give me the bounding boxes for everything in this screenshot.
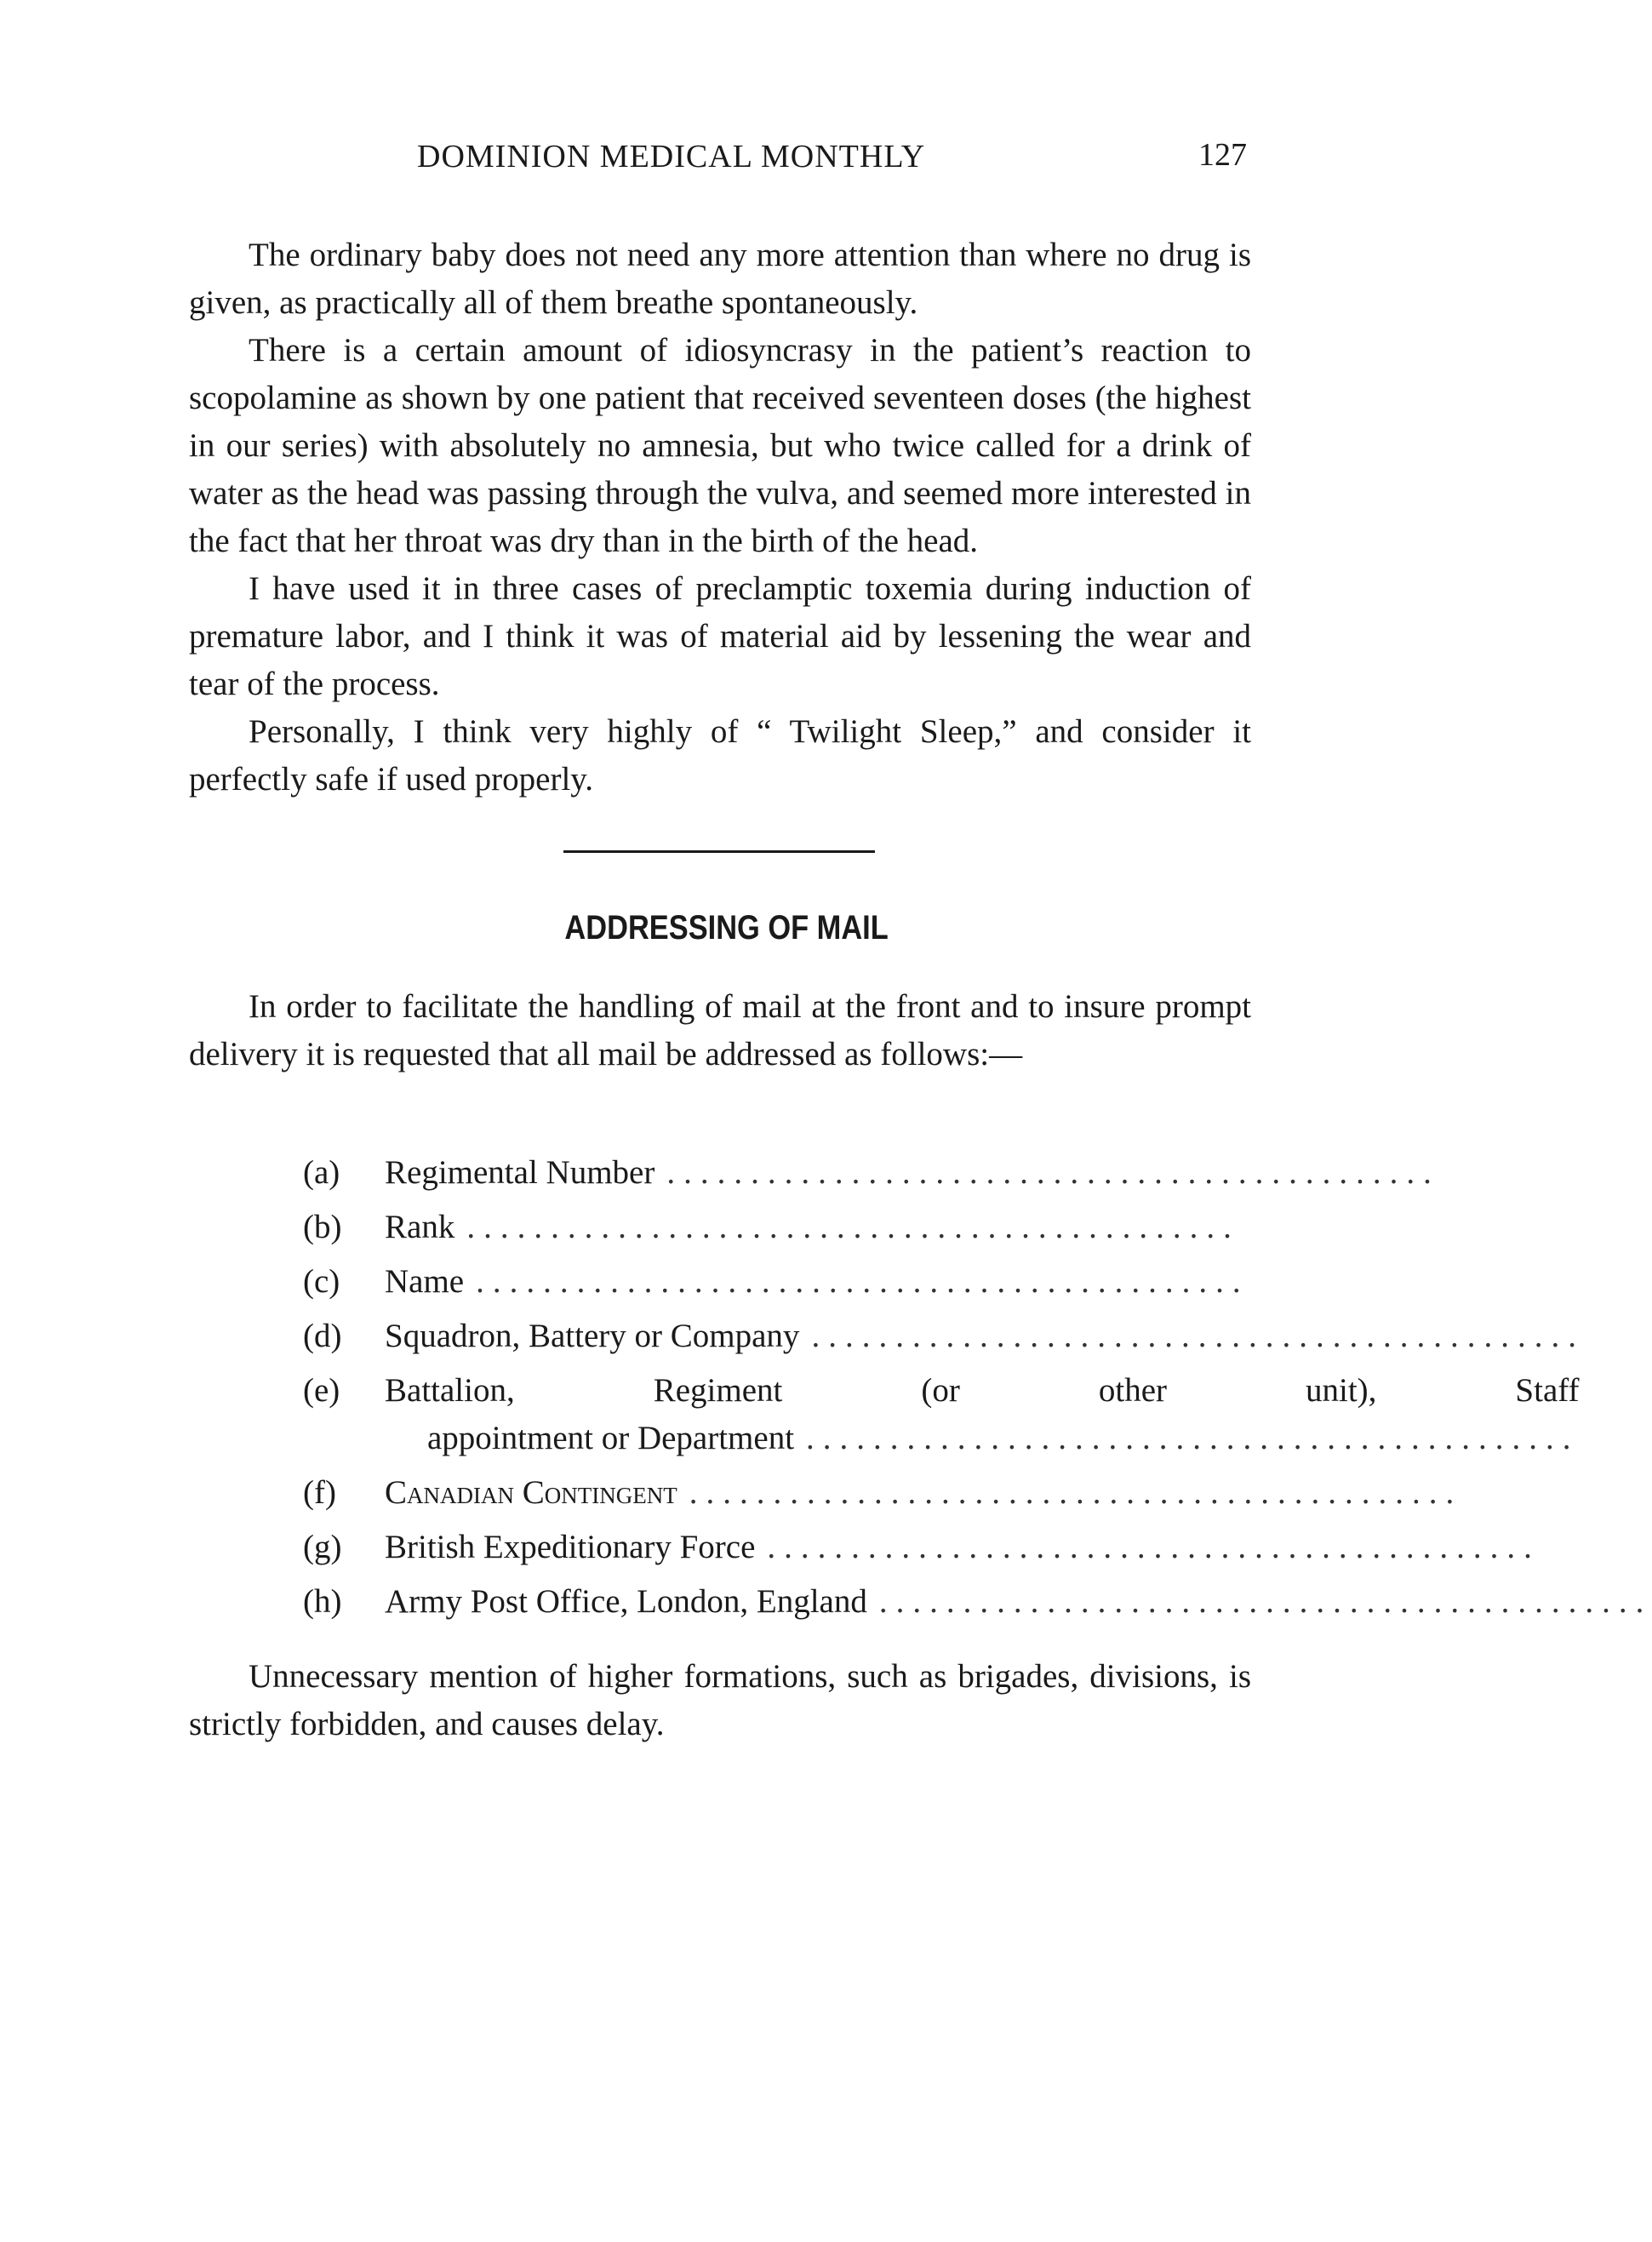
item-text: Name [385,1263,465,1300]
item-text: Regimental Number [385,1154,655,1191]
address-list [303,1149,1652,1633]
item-letter: (c) [303,1263,340,1300]
item-letter: (h) [303,1583,342,1620]
dot-leader: .............................................. [767,1529,1541,1565]
dot-leader: .............................................. [666,1154,1440,1191]
item-letter: (b) [303,1209,342,1245]
item-letter: (e) [303,1372,340,1409]
address-item [303,1149,1440,1197]
dot-leader: .............................................. [878,1583,1652,1620]
notice-closing [189,1653,1251,1748]
address-item [303,1524,1541,1571]
dot-leader: .............................................. [806,1420,1580,1456]
notice-intro [189,983,1251,1078]
article-conclusion [189,232,1251,804]
item-letter: (a) [303,1154,340,1191]
paragraph: I have used it in three cases of preclamptic toxemia during induction of premature labor, and I think it was of material aid by lessening the wear and tear of the process. [189,570,1251,702]
paragraph: The ordinary baby does not need any more attention than where no drug is given, as practically all of them breathe spontaneously. [189,237,1251,321]
item-letter: (f) [303,1474,336,1511]
dot-leader: .............................................. [811,1318,1585,1354]
section-divider [563,850,875,853]
item-text: Battalion, Regiment (or other unit), Staff [385,1372,1580,1409]
paragraph: There is a certain amount of idiosyncrasy in the patient’s reaction to scopolamine as shown by one patient that received seventeen doses (the highest in our series) with absolutely no amnesia, but who twice called for a drink of water as the head was passing through the vulva, and seemed more interested in the fact that her throat was dry than in the birth of the head. [189,332,1251,559]
address-item [303,1204,1240,1251]
address-item [303,1258,1249,1306]
dot-leader: .............................................. [476,1263,1249,1300]
item-text: British Expeditionary Force [385,1529,756,1565]
address-item [303,1367,1580,1462]
address-item [303,1469,1463,1517]
paragraph: In order to facilitate the handling of mail at the front and to insure prompt delivery it is requested that all mail be addressed as follows:— [189,988,1251,1072]
item-text: Army Post Office, London, England [385,1583,867,1620]
item-text: Squadron, Battery or Company [385,1318,800,1354]
address-item [303,1313,1585,1360]
item-letter: (g) [303,1529,342,1565]
page-number: 127 [1198,137,1247,173]
item-letter: (d) [303,1318,342,1354]
paragraph: Unnecessary mention of higher formations, such as brigades, divisions, is strictly forbidden, and causes delay. [189,1658,1251,1742]
item-text: Canadian Contingent [385,1474,677,1511]
dot-leader: .............................................. [466,1209,1240,1245]
dot-leader: .............................................. [689,1474,1463,1511]
section-heading: ADDRESSING OF MAIL [564,909,889,947]
item-continuation: appointment or Department [427,1420,795,1456]
item-text: Rank [385,1209,455,1245]
address-item [303,1578,1652,1626]
running-title: DOMINION MEDICAL MONTHLY [417,139,926,174]
paragraph: Personally, I think very highly of “ Twilight Sleep,” and consider it perfectly safe if used properly. [189,713,1251,798]
